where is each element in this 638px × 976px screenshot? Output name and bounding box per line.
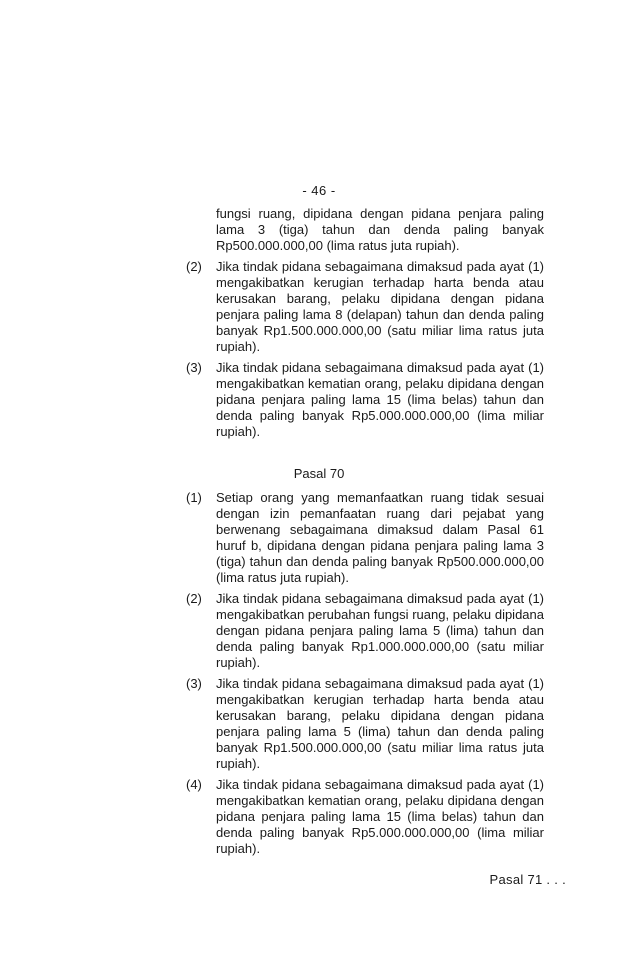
clause-3 <box>186 360 544 440</box>
next-page-indicator: Pasal 71 . . . <box>489 872 566 887</box>
clause-text: Jika tindak pidana sebagaimana dimaksud pada ayat (1) mengakibatkan perubahan fungsi ruang, pelaku dipidana dengan pidana penjara paling lama 5 (lima) tahun dan denda paling banyak Rp1.000.000.000,00 (satu miliar rupiah). <box>216 591 544 670</box>
clause-number: (2) <box>186 259 202 274</box>
clause-4 <box>186 777 544 857</box>
clause-3 <box>186 676 544 772</box>
clause-1 <box>186 490 544 586</box>
clause-text: Setiap orang yang memanfaatkan ruang tidak sesuai dengan izin pemanfaatan ruang dari pejabat yang berwenang sebagaimana dimaksud dalam Pasal 61 huruf b, dipidana dengan pidana penjara paling lama 3 (tiga) tahun dan denda paling banyak Rp500.000.000,00 (lima ratus juta rupiah). <box>216 490 544 585</box>
clause-number: (3) <box>186 360 202 375</box>
clause-2 <box>186 259 544 355</box>
clause-text: Jika tindak pidana sebagaimana dimaksud pada ayat (1) mengakibatkan kerugian terhadap harta benda atau kerusakan barang, pelaku dipidana dengan pidana penjara paling lama 8 (delapan) tahun dan denda paling banyak Rp1.500.000.000,00 (satu miliar lima ratus juta rupiah). <box>216 259 544 354</box>
clause-text: Jika tindak pidana sebagaimana dimaksud pada ayat (1) mengakibatkan kematian orang, pelaku dipidana dengan pidana penjara paling lama 15 (lima belas) tahun dan denda paling banyak Rp5.000.000.000,00 (lima miliar rupiah). <box>216 360 544 439</box>
clause-number: (3) <box>186 676 202 691</box>
clause-text: Jika tindak pidana sebagaimana dimaksud pada ayat (1) mengakibatkan kerugian terhadap harta benda atau kerusakan barang, pelaku dipidana dengan pidana penjara paling lama 5 (lima) tahun dan denda paling banyak Rp1.500.000.000,00 (satu miliar lima ratus juta rupiah). <box>216 676 544 771</box>
pasal-70-heading: Pasal 70 <box>293 466 345 481</box>
pasal-70-body <box>186 490 544 862</box>
page-number: - 46 - <box>302 183 336 198</box>
clause-text: Jika tindak pidana sebagaimana dimaksud pada ayat (1) mengakibatkan kematian orang, pelaku dipidana dengan pidana penjara paling lama 15 (lima belas) tahun dan denda paling banyak Rp5.000.000.000,00 (lima miliar rupiah). <box>216 777 544 856</box>
clause-number: (1) <box>186 490 202 505</box>
clause-number: (4) <box>186 777 202 792</box>
clause-text: fungsi ruang, dipidana dengan pidana penjara paling lama 3 (tiga) tahun dan denda paling banyak Rp500.000.000,00 (lima ratus juta rupiah). <box>216 206 544 253</box>
pasal-69-continued <box>186 206 544 445</box>
clause-2 <box>186 591 544 671</box>
clause-number: (2) <box>186 591 202 606</box>
clause-continuation <box>186 206 544 254</box>
